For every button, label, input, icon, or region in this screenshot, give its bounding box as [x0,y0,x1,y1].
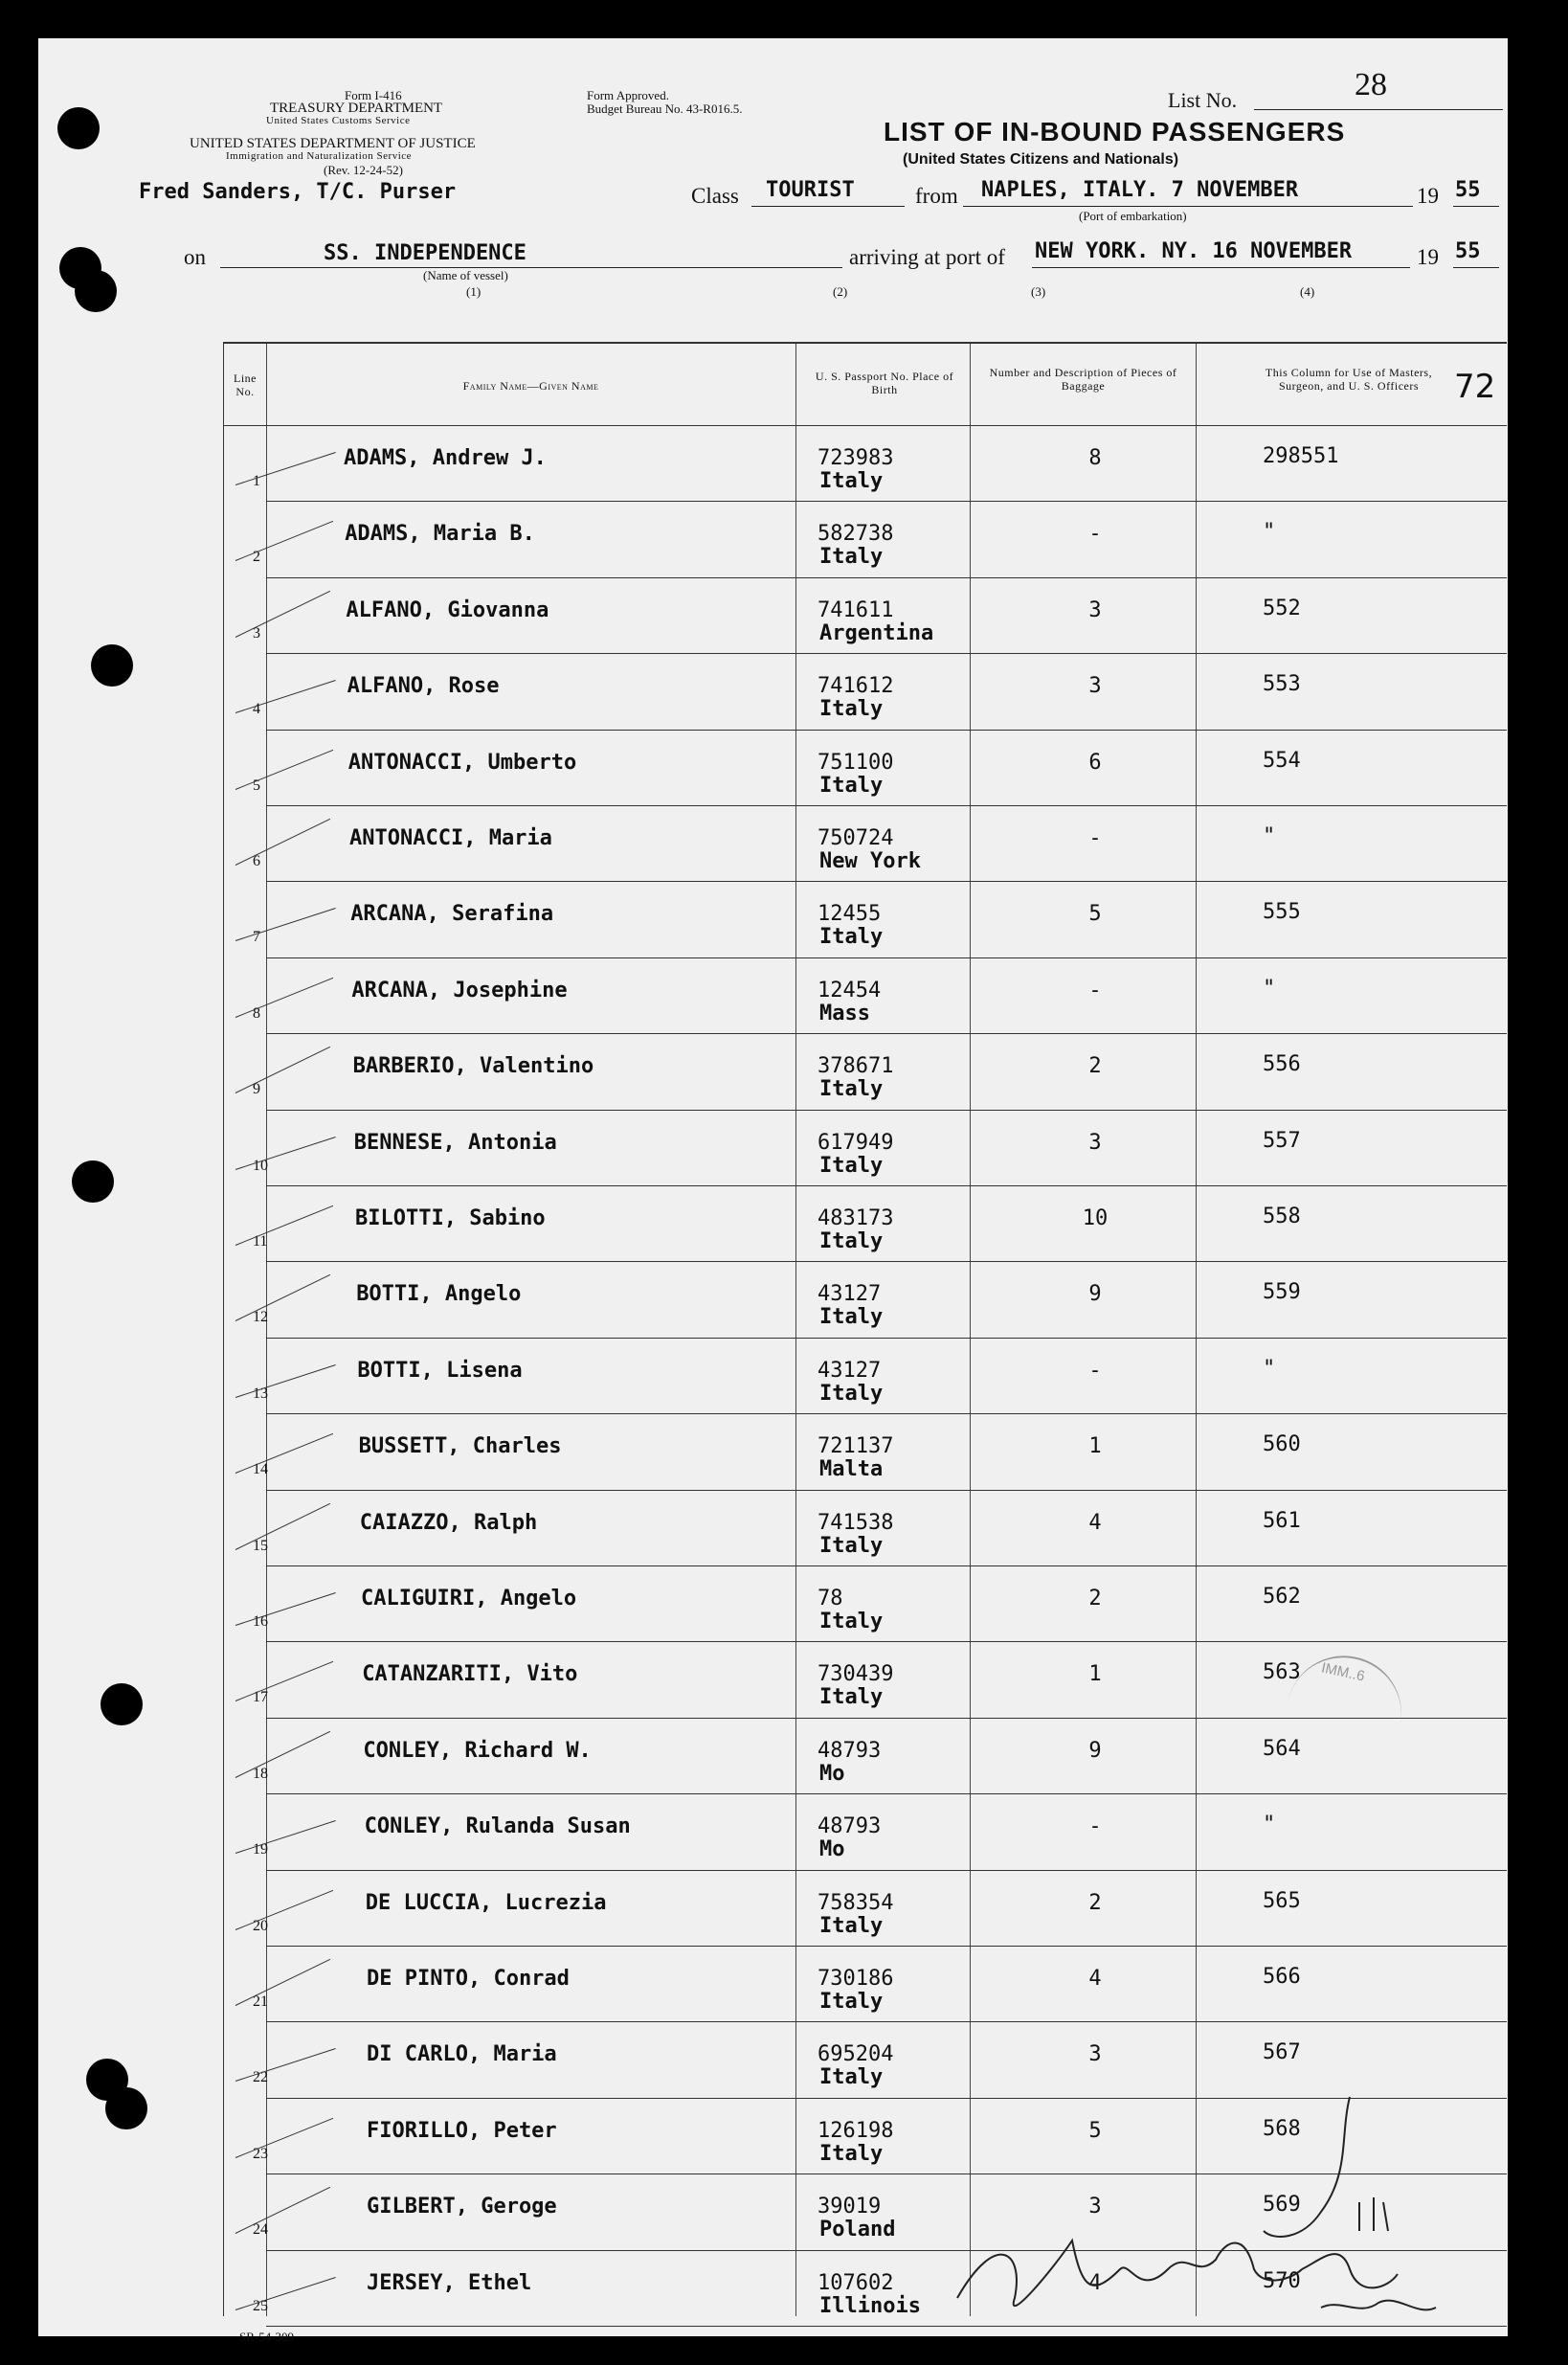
officer-number: 570 [1263,2268,1301,2293]
baggage-count: 6 [1088,750,1102,775]
binder-hole [75,270,117,312]
table-row [224,1261,1507,1337]
birthplace: Mo [819,1761,845,1786]
stamp-text: IMM..6 [1319,1659,1367,1685]
baggage-count: 8 [1088,446,1102,470]
form-number: Form I-416 [345,88,402,102]
table-row [224,1338,1507,1413]
birthplace: Italy [819,2065,884,2090]
passport-number: 78 [818,1587,843,1610]
passenger-name: DE LUCCIA, Lucrezia [365,1890,607,1915]
table-row [224,1793,1507,1869]
year-prefix-1: 19 [1417,184,1439,208]
passenger-name: ALFANO, Giovanna [346,597,549,622]
arrival-port: NEW YORK. NY. 16 NOVEMBER [1035,239,1353,263]
baggage-count: - [1088,1358,1102,1383]
col2-number: (2) [833,284,848,299]
table-row [224,1718,1507,1793]
page-number: 72 [1454,368,1496,406]
table-row [224,1946,1507,2021]
vessel-label: (Name of vessel) [423,268,508,282]
passport-number: 12455 [818,902,882,927]
passport-number: 39019 [818,2195,882,2219]
check-mark [235,2118,333,2158]
line-number: 23 [253,2145,268,2162]
baggage-count: - [1088,826,1102,850]
check-mark [235,2187,330,2234]
from-label: from [915,184,958,208]
header-officers: This Column for Use of Masters, Surgeon, and U. S. Officers [1265,366,1433,393]
passport-number: 12454 [818,978,882,1002]
check-mark [235,521,333,561]
line-number: 16 [253,1613,268,1630]
check-mark [235,819,330,866]
line-number: 24 [253,2221,268,2239]
birthplace: Italy [819,545,884,570]
line-number: 8 [253,1004,260,1022]
officer-number: " [1263,824,1276,848]
check-mark [235,1433,333,1474]
passenger-name: DI CARLO, Maria [367,2042,557,2067]
check-mark [235,749,333,789]
table-row [224,501,1507,576]
officer-number: 563 [1263,1660,1301,1685]
arriving-label: arriving at port of [849,245,1005,269]
baggage-count: 3 [1088,674,1102,699]
line-number: 17 [253,1689,268,1706]
check-mark [235,1047,330,1093]
line-number: 4 [253,701,260,718]
passport-number: 126198 [818,2118,894,2143]
table-row [224,425,1507,501]
year-value-1: 55 [1455,178,1481,202]
line-number: 9 [253,1081,260,1098]
line-number: 5 [253,777,260,794]
line-number: 13 [253,1385,268,1402]
passenger-name: BOTTI, Angelo [356,1282,522,1307]
line-number: 19 [253,1841,268,1858]
birthplace: Poland [819,2218,896,2242]
passenger-name: FIORILLO, Peter [367,2118,557,2143]
birthplace: Italy [819,1990,884,2014]
birthplace: Italy [819,1610,884,1633]
baggage-count: 3 [1088,597,1102,622]
birthplace: Mass [819,1001,870,1025]
passenger-name: ANTONACCI, Maria [349,826,552,850]
list-no-underline [1254,109,1503,110]
check-mark [235,1959,330,2006]
year-underline-2 [1453,267,1499,268]
officer-number: " [1263,976,1276,1001]
table-row [224,1565,1507,1641]
passenger-name: GILBERT, Geroge [367,2195,557,2219]
passport-number: 750724 [818,826,894,850]
table-row [224,1870,1507,1946]
check-mark [235,1137,336,1170]
table-row [224,1413,1507,1489]
officer-number: 298551 [1263,444,1339,468]
check-mark [235,452,336,485]
baggage-count: 5 [1088,2118,1102,2143]
passenger-name: ARCANA, Josephine [351,978,568,1002]
check-mark [235,680,336,713]
passenger-name: CONLEY, Richard W. [363,1738,592,1763]
passport-number: 758354 [818,1890,894,1915]
birthplace: Italy [819,1381,884,1406]
passport-number: 43127 [818,1282,882,1307]
officer-number: 558 [1263,1205,1301,1228]
table-row [224,1110,1507,1185]
check-mark [235,2277,336,2310]
baggage-count: 3 [1088,2195,1102,2219]
line-number: 14 [253,1461,268,1478]
line-number: 3 [253,624,260,642]
check-mark [235,591,330,638]
table-row [224,1490,1507,1565]
passenger-name: ARCANA, Serafina [350,902,554,927]
line-number: 2 [253,549,260,566]
passport-number: 741538 [818,1510,894,1535]
table-row [224,805,1507,881]
check-mark [235,1205,333,1246]
binder-hole [101,1683,143,1725]
baggage-count: 3 [1088,2042,1102,2067]
check-mark [235,2048,336,2082]
passenger-name: CALIGUIRI, Angelo [361,1587,577,1610]
document-subtitle: (United States Citizens and Nationals) [903,151,1179,168]
passport-number: 730439 [818,1662,894,1687]
form-approved: Form Approved. [587,88,669,102]
passport-number: 483173 [818,1206,894,1230]
table-row [224,653,1507,729]
passport-number: 582738 [818,522,894,547]
baggage-count: 10 [1082,1206,1109,1230]
line-number: 15 [253,1537,268,1554]
line-number: 10 [253,1157,268,1174]
passport-number: 48793 [818,1738,882,1763]
table-row [224,957,1507,1033]
passport-number: 721137 [818,1434,894,1459]
baggage-count: 2 [1088,1890,1102,1915]
passport-number: 695204 [818,2042,894,2067]
budget-bureau: Budget Bureau No. 43-R016.5. [587,101,743,116]
baggage-count: 1 [1088,1662,1102,1687]
birthplace: Italy [819,1913,884,1938]
baggage-count: - [1088,522,1102,547]
passenger-name: BILOTTI, Sabino [355,1206,546,1230]
birthplace: Italy [819,1229,884,1253]
birthplace: Italy [819,1153,884,1178]
from-underline [963,206,1413,207]
passport-number: 723983 [818,446,894,470]
class-label: Class [691,184,739,208]
vessel-name: SS. INDEPENDENCE [324,241,526,265]
birthplace: Italy [819,697,884,722]
officer-number: " [1263,520,1276,545]
officer-number: 560 [1263,1432,1301,1457]
passport-number: 751100 [818,750,894,775]
check-mark [235,1502,330,1549]
baggage-count: 4 [1088,1967,1102,1991]
officer-number: 569 [1263,2193,1301,2218]
passport-number: 617949 [818,1130,894,1155]
passport-number: 378671 [818,1054,894,1079]
officer-number: 554 [1263,748,1301,773]
header-line-no: Line No. [234,372,257,398]
baggage-count: 2 [1088,1054,1102,1079]
passenger-name: DE PINTO, Conrad [367,1967,570,1991]
passport-number: 741611 [818,597,894,622]
check-mark [235,1731,330,1778]
year-value-2: 55 [1455,239,1481,263]
baggage-count: 1 [1088,1434,1102,1459]
class-value: TOURIST [766,178,855,202]
passenger-name: BOTTI, Lisena [357,1358,523,1383]
baggage-count: - [1088,1814,1102,1839]
year-underline-1 [1453,206,1499,207]
justice-dept: UNITED STATES DEPARTMENT OF JUSTICE [190,136,476,151]
passenger-table [223,342,1507,2316]
passenger-name: BARBERIO, Valentino [352,1054,594,1079]
customs-service: United States Customs Service [266,115,411,126]
year-prefix-2: 19 [1417,245,1439,269]
officer-number: 557 [1263,1128,1301,1153]
binder-hole [72,1160,114,1203]
officer-number: 562 [1263,1585,1301,1609]
birthplace: Italy [819,1685,884,1710]
passport-number: 48793 [818,1814,882,1839]
passenger-name: CAIAZZO, Ralph [359,1510,538,1535]
check-mark [235,1364,336,1398]
handwritten-signature [938,2078,1455,2327]
line-number: 20 [253,1917,268,1934]
birthplace: Illinois [819,2293,921,2318]
revision: (Rev. 12-24-52) [324,163,403,177]
officer-number: 561 [1263,1508,1301,1533]
birthplace: Mo [819,1837,845,1862]
check-mark [235,1661,333,1701]
baggage-count: 2 [1088,1587,1102,1610]
line-number: 1 [253,473,260,489]
passenger-name: ALFANO, Rose [347,674,500,699]
col1-number: (1) [466,284,482,299]
check-mark [235,908,336,941]
list-no-value: 28 [1355,67,1387,102]
passport-number: 730186 [818,1967,894,1991]
passenger-name: BENNESE, Antonia [353,1130,557,1155]
header-baggage: Number and Description of Pieces of Baggage [989,366,1177,393]
table-row [224,1033,1507,1109]
check-mark [235,1820,336,1854]
check-mark [235,1592,336,1626]
line-number: 18 [253,1765,268,1782]
baggage-count: 9 [1088,1738,1102,1763]
passport-number: 741612 [818,674,894,699]
on-label: on [184,245,206,269]
treasury-dept: TREASURY DEPARTMENT [270,101,443,116]
document-title: LIST OF IN-BOUND PASSENGERS [884,117,1346,146]
arrival-underline [1032,267,1410,268]
officer-number: 552 [1263,596,1301,620]
officer-number: 556 [1263,1052,1301,1077]
birthplace: Italy [819,1305,884,1330]
line-number: 21 [253,1993,268,2010]
vessel-underline [220,267,842,268]
line-number: 7 [253,929,260,946]
officer-number: 566 [1263,1965,1301,1989]
table-row [224,1185,1507,1261]
manifest-page [38,38,1508,2344]
birthplace: Italy [819,469,884,493]
passport-number: 107602 [818,2270,894,2295]
table-row [224,881,1507,957]
table-row [224,577,1507,653]
officer-number: 568 [1263,2116,1301,2141]
passport-number: 43127 [818,1358,882,1383]
class-underline [751,206,905,207]
footer-code: SR-54-309 [239,2330,295,2344]
passenger-name: CONLEY, Rulanda Susan [364,1814,631,1839]
passenger-name: ANTONACCI, Umberto [347,750,577,775]
col3-number: (3) [1031,284,1046,299]
baggage-count: 9 [1088,1282,1102,1307]
passenger-name: ADAMS, Maria B. [345,522,535,547]
passenger-name: BUSSETT, Charles [358,1434,562,1459]
line-number: 25 [253,2297,268,2314]
passenger-name: JERSEY, Ethel [367,2270,532,2295]
header-name: Family Name—Given Name [462,379,599,393]
check-mark [235,978,333,1018]
officer-number: " [1263,1813,1276,1837]
table-row [224,730,1507,805]
check-mark [235,1889,333,1929]
baggage-count: 4 [1088,2270,1102,2295]
from-value: NAPLES, ITALY. 7 NOVEMBER [981,178,1299,202]
baggage-count: - [1088,978,1102,1002]
line-number: 11 [253,1233,268,1250]
header-passport: U. S. Passport No. Place of Birth [815,370,954,396]
officer-number: 567 [1263,2040,1301,2065]
line-number: 22 [253,2069,268,2086]
birthplace: New York [819,849,921,873]
officer-number: 565 [1263,1888,1301,1913]
binder-hole [91,644,133,687]
list-no-label: List No. [1168,88,1238,112]
binder-hole [57,107,100,149]
passenger-name: CATANZARITI, Vito [362,1662,578,1687]
officer-number: 555 [1263,900,1301,925]
officer-number: 564 [1263,1736,1301,1761]
binder-hole [105,2087,147,2129]
officer-number: " [1263,1356,1276,1381]
check-mark [235,1274,330,1321]
birthplace: Italy [819,1077,884,1102]
birthplace: Italy [819,925,884,950]
baggage-count: 4 [1088,1510,1102,1535]
baggage-count: 5 [1088,902,1102,927]
birthplace: Argentina [819,620,934,645]
line-number: 12 [253,1309,268,1326]
immigration-service: Immigration and Naturalization Service [226,150,413,162]
officer-number: 553 [1263,672,1301,697]
passenger-name: ADAMS, Andrew J. [344,446,547,470]
officer-number: 559 [1263,1280,1301,1305]
line-number: 6 [253,853,260,869]
birthplace: Italy [819,1533,884,1558]
col4-number: (4) [1300,284,1315,299]
purser-name: Fred Sanders, T/C. Purser [139,180,457,204]
birthplace: Italy [819,2141,884,2166]
port-embark-label: (Port of embarkation) [1079,209,1187,223]
baggage-count: 3 [1088,1130,1102,1155]
birthplace: Malta [819,1457,884,1482]
birthplace: Italy [819,773,884,798]
